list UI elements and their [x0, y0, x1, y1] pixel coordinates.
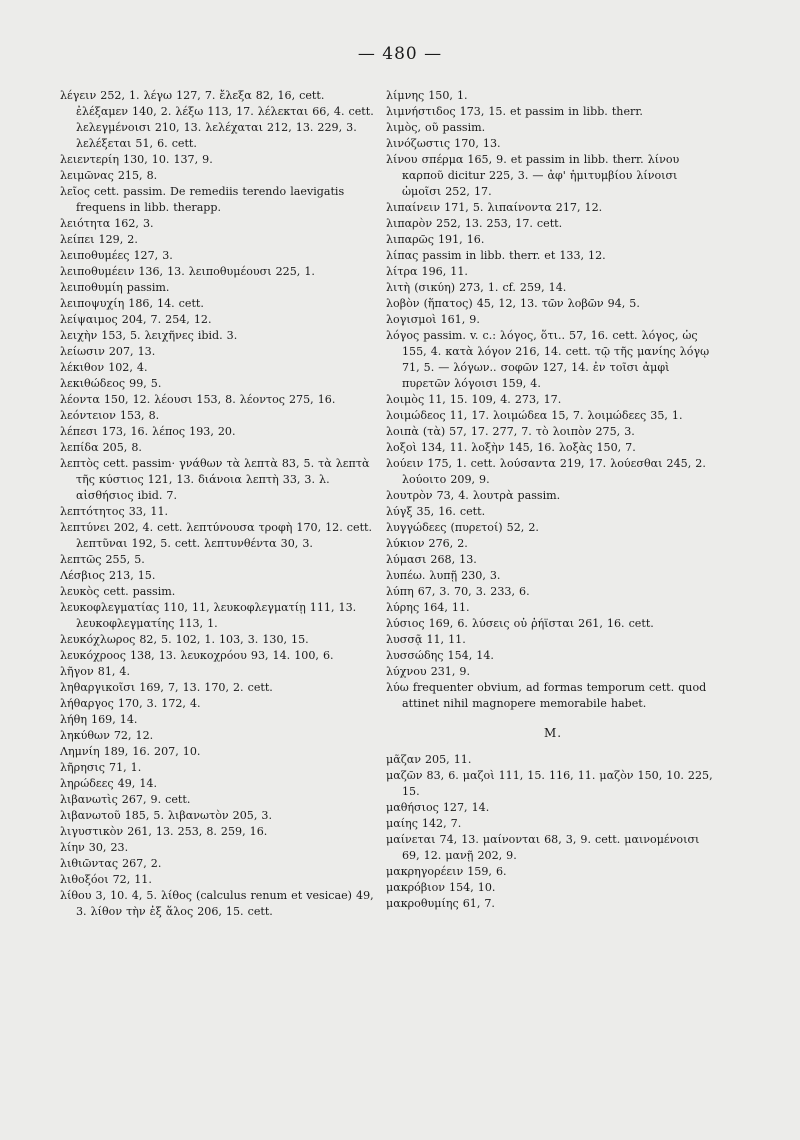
index-entry: λύω frequenter obvium, ad formas temporum cett. quod attinet nihil magnopere memorabile habet. [386, 681, 707, 710]
index-entry: λούειν 175, 1. cett. λούσαντα 219, 17. λούεσθαι 245, 2. λούοιτο 209, 9. [386, 457, 706, 486]
index-entry: ληθαργικοῖσι 169, 7, 13. 170, 2. cett. [60, 681, 273, 694]
index-entry: λίνου σπέρμα 165, 9. et passim in libb. therr. λίνου καρποῦ dicitur 225, 3. — ἀφ' ἡμιτυμβίου λίνοισι ὠμοῖσι 252, 17. [386, 153, 680, 198]
index-entry: λέοντα 150, 12. λέουσι 153, 8. λέοντος 275, 16. [60, 393, 336, 406]
index-entry: μακρηγορέειν 159, 6. [386, 865, 507, 878]
index-entry: λεπτότητος 33, 11. [60, 505, 169, 518]
index-entry: λοξοὶ 134, 11. λοξὴν 145, 16. λοξὰς 150, 7. [386, 441, 636, 454]
index-entry: λείωσιν 207, 13. [60, 345, 156, 358]
index-entry: λεόντειον 153, 8. [60, 409, 160, 422]
index-entry: λεπτύνει 202, 4. cett. λεπτύνουσα τροφὴ 170, 12. cett. λεπτῦναι 192, 5. cett. λεπτυνθέντα 30, 3. [60, 521, 373, 550]
index-entry: λιθιῶντας 267, 2. [60, 857, 162, 870]
index-entry: λιμὸς, οῦ passim. [386, 121, 486, 134]
index-entry: λοιπὰ (τὰ) 57, 17. 277, 7. τὸ λοιπὸν 275, 3. [386, 425, 635, 438]
index-entry: μαζῶν 83, 6. μαζοὶ 111, 15. 116, 11. μαζὸν 150, 10. 225, 15. [386, 769, 713, 798]
index-entry: μαίης 142, 7. [386, 817, 462, 830]
index-entry: λειποψυχίη 186, 14. cett. [60, 297, 204, 310]
index-entry: λήθη 169, 14. [60, 713, 138, 726]
index-entry: λυγγώδεες (πυρετοί) 52, 2. [386, 521, 539, 534]
index-entry: μακροθυμίης 61, 7. [386, 897, 495, 910]
index-entry: λοβὸν (ἥπατος) 45, 12, 13. τῶν λοβῶν 94, 5. [386, 297, 640, 310]
index-entry: λήθαργος 170, 3. 172, 4. [60, 697, 201, 710]
index-entry: λεπτῶς 255, 5. [60, 553, 145, 566]
index-entry: λειποθυμέειν 136, 13. λειποθυμέουσι 225, 1. [60, 265, 315, 278]
index-entry: λευκοφλεγματίας 110, 11, λευκοφλεγματίῃ 111, 13. λευκοφλεγματίης 113, 1. [60, 601, 357, 630]
index-entry: λινόζωστις 170, 13. [386, 137, 501, 150]
right-entry-list-m [386, 752, 720, 912]
index-entry: λιβανωτοῦ 185, 5. λιβανωτὸν 205, 3. [60, 809, 272, 822]
index-entry: λογισμοὶ 161, 9. [386, 313, 480, 326]
index-entry: λίην 30, 23. [60, 841, 129, 854]
index-entry: λίπας passim in libb. therr. et 133, 12. [386, 249, 606, 262]
index-entry: λειποθυμίη passim. [60, 281, 170, 294]
index-entry: λείπει 129, 2. [60, 233, 138, 246]
index-entry: λιπαρῶς 191, 16. [386, 233, 485, 246]
index-entry: λέκιθον 102, 4. [60, 361, 148, 374]
index-entry: λειχὴν 153, 5. λειχῆνες ibid. 3. [60, 329, 238, 342]
index-entry: λειότητα 162, 3. [60, 217, 154, 230]
index-entry: λυπέω. λυπῇ 230, 3. [386, 569, 501, 582]
index-entry: λεπίδα 205, 8. [60, 441, 142, 454]
index-entry: λύγξ 35, 16. cett. [386, 505, 486, 518]
index-entry: λίτρα 196, 11. [386, 265, 468, 278]
index-entry: λευκὸς cett. passim. [60, 585, 176, 598]
page-number: — 480 — [357, 44, 443, 64]
index-entry: λύπη 67, 3. 70, 3. 233, 6. [386, 585, 530, 598]
index-entry: λοιμώδεος 11, 17. λοιμώδεα 15, 7. λοιμώδεες 35, 1. [386, 409, 683, 422]
index-entry: λύσιος 169, 6. λύσεις οὐ ῥήϊσται 261, 16. cett. [386, 617, 654, 630]
index-entry: λέγειν 252, 1. λέγω 127, 7. ἔλεξα 82, 16, cett. ἐλέξαμεν 140, 2. λέξω 113, 17. λέλεκται 66, 4. cett. λελεγμένοισι 210, 13. λελέχαται 212, 13. 229, 3. λελέξεται 51, 6. cett. [60, 89, 374, 150]
index-entry: λῆγον 81, 4. [60, 665, 131, 678]
index-entry: μαθήσιος 127, 14. [386, 801, 490, 814]
index-entry: ληκύθων 72, 12. [60, 729, 154, 742]
index-entry: λευκόχροος 138, 13. λευκοχρόου 93, 14. 100, 6. [60, 649, 334, 662]
index-entry: λιγυστικὸν 261, 13. 253, 8. 259, 16. [60, 825, 268, 838]
index-entry: λίμνης 150, 1. [386, 89, 468, 102]
index-entry: λυσσᾷ 11, 11. [386, 633, 466, 646]
index-entry: λειποθυμέες 127, 3. [60, 249, 173, 262]
index-entry: Λέσβιος 213, 15. [60, 569, 156, 582]
index-entry: λουτρὸν 73, 4. λουτρὰ passim. [386, 489, 561, 502]
index-entry: λοιμὸς 11, 15. 109, 4. 273, 17. [386, 393, 562, 406]
index-entry: λυσσώδης 154, 14. [386, 649, 494, 662]
index-entry: λειμῶνας 215, 8. [60, 169, 158, 182]
index-entry: ληρώδεες 49, 14. [60, 777, 157, 790]
index-entry: μακρόβιον 154, 10. [386, 881, 496, 894]
index-entry: λειεντερίη 130, 10. 137, 9. [60, 153, 213, 166]
index-entry: μᾶζαν 205, 11. [386, 753, 472, 766]
left-column [60, 88, 378, 920]
index-entry: λεπτὸς cett. passim· γνάθων τὰ λεπτὰ 83, 5. τὰ λεπτὰ τῆς κύστιος 121, 13. διάνοια λεπτὴ 33, 3. λ. αἰσθήσιος ibid. 7. [60, 457, 370, 502]
index-entry: λείψαιμος 204, 7. 254, 12. [60, 313, 212, 326]
index-entry: λύκιον 276, 2. [386, 537, 468, 550]
index-entry: μαίνεται 74, 13. μαίνονται 68, 3, 9. cett. μαινομένοισι 69, 12. μανῇ 202, 9. [386, 833, 700, 862]
index-entry: λύρης 164, 11. [386, 601, 470, 614]
index-entry: λῆρησις 71, 1. [60, 761, 142, 774]
index-entry: λιπαρὸν 252, 13. 253, 17. cett. [386, 217, 563, 230]
index-entry: λίθου 3, 10. 4, 5. λίθος (calculus renum et vesicae) 49, 3. λίθον τὴν ἐξ ἅλος 206, 15. cett. [60, 889, 374, 918]
index-entry: λιθοξόοι 72, 11. [60, 873, 152, 886]
index-entry: λεῖος cett. passim. De remediis terendo laevigatis frequens in libb. therapp. [60, 185, 345, 214]
right-column [386, 88, 720, 912]
index-entry: λιτὴ (σικύη) 273, 1. cf. 259, 14. [386, 281, 567, 294]
index-entry: λόγος passim. v. c.: λόγος, ὅτι.. 57, 16. cett. λόγος, ὡς 155, 4. κατὰ λόγον 216, 14. cett. τῷ τῆς μανίης λόγῳ 71, 5. — λόγων.. σοφῶν 127, 14. ἐν τοῖσι ἀμφὶ πυρετῶν λόγοισι 159, 4. [386, 329, 710, 390]
index-entry: λιμνήστιδος 173, 15. et passim in libb. therr. [386, 105, 643, 118]
index-entry: λύμασι 268, 13. [386, 553, 477, 566]
right-entry-list [386, 88, 720, 712]
left-entry-list [60, 88, 378, 920]
index-entry: λιβανωτὶς 267, 9. cett. [60, 793, 191, 806]
index-entry: λύχνου 231, 9. [386, 665, 471, 678]
section-heading: M. [543, 726, 563, 740]
index-entry: λευκόχλωρος 82, 5. 102, 1. 103, 3. 130, 15. [60, 633, 309, 646]
index-entry: Λημνίη 189, 16. 207, 10. [60, 745, 201, 758]
index-entry: λεκιθώδεος 99, 5. [60, 377, 162, 390]
index-entry: λέπεσι 173, 16. λέπος 193, 20. [60, 425, 236, 438]
index-entry: λιπαίνειν 171, 5. λιπαίνοντα 217, 12. [386, 201, 603, 214]
